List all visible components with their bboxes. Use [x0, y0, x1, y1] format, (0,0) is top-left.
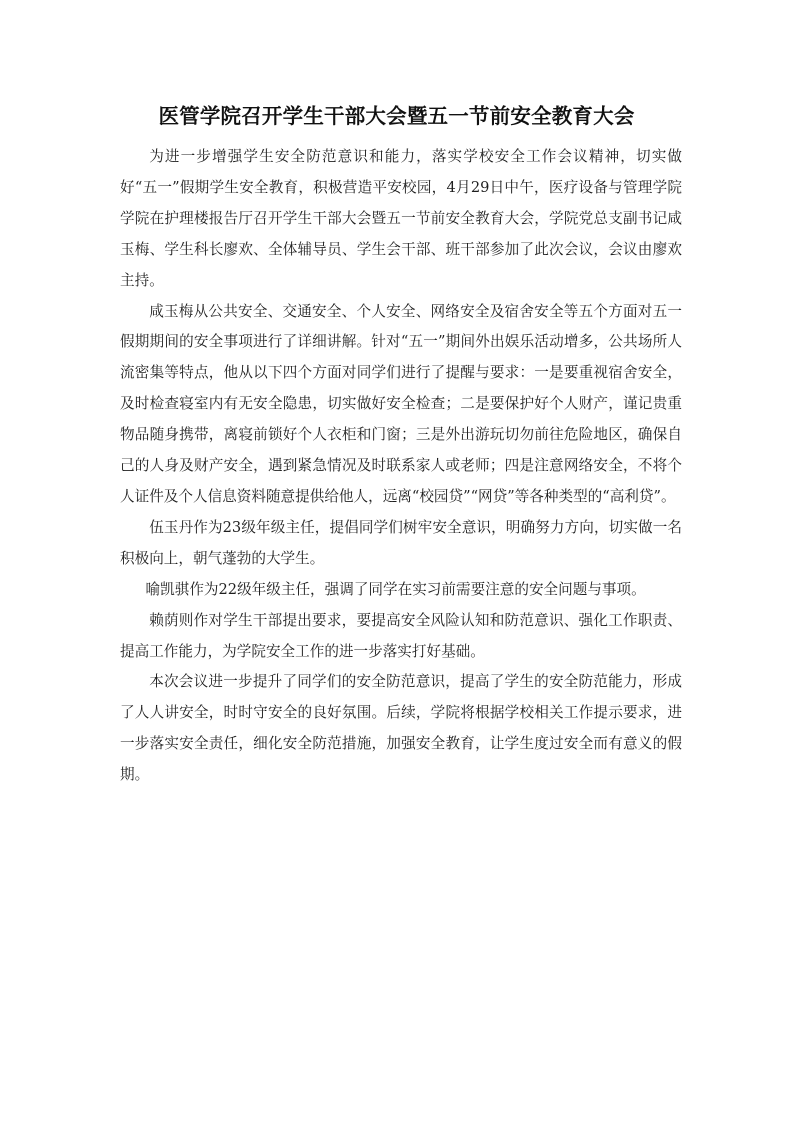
paragraph-intro: 为进一步增强学生安全防范意识和能力，落实学校安全工作会议精神，切实做好“五一”假期学生安全教育，积极营造平安校园，4月29日中午，医疗设备与管理学院学院在护理楼报告厅召开学生干部大会暨五一节前安全教育大会，学院党总支副书记咸玉梅、学生科长廖欢、全体辅导员、学生会干部、班干部参加了此次会议，会议由廖欢主持。: [120, 148, 682, 289]
document-title: 医管学院召开学生干部大会暨五一节前安全教育大会: [158, 104, 635, 128]
document-body: [120, 142, 682, 791]
paragraph-student-cadres: 赖荫则作对学生干部提出要求，要提高安全风险认知和防范意识、强化工作职责、提高工作能力，为学院安全工作的进一步落实打好基础。: [120, 611, 682, 660]
paragraph-safety-details: 咸玉梅从公共安全、交通安全、个人安全、网络安全及宿舍安全等五个方面对五一假期期间的安全事项进行了详细讲解。针对“五一”期间外出娱乐活动增多，公共场所人流密集等特点，他从以下四个方面对同学们进行了提醒与要求：一是要重视宿舍安全，及时检查寝室内有无安全隐患，切实做好安全检查；二是要保护好个人财产，谨记贵重物品随身携带，离寝前锁好个人衣柜和门窗；三是外出游玩切勿前往危险地区，确保自己的人身及财产安全，遇到紧急情况及时联系家人或老师；四是注意网络安全，不将个人证件及个人信息资料随意提供给他人，远离“校园贷”“网贷”等各种类型的“高利贷”。: [120, 302, 682, 505]
paragraph-grade22-director: 喻凯骐作为22级年级主任，强调了同学在实习前需要注意的安全问题与事项。: [145, 580, 646, 598]
paragraph-grade23-director: 伍玉丹作为23级年级主任，提倡同学们树牢安全意识，明确努力方向，切实做一名积极向上，朝气蓬勃的大学生。: [120, 518, 682, 567]
paragraph-conclusion: 本次会议进一步提升了同学们的安全防范意识，提高了学生的安全防范能力，形成了人人讲安全，时时守安全的良好氛围。后续，学院将根据学校相关工作提示要求，进一步落实安全责任，细化安全防范措施，加强安全教育，让学生度过安全而有意义的假期。: [120, 673, 682, 784]
